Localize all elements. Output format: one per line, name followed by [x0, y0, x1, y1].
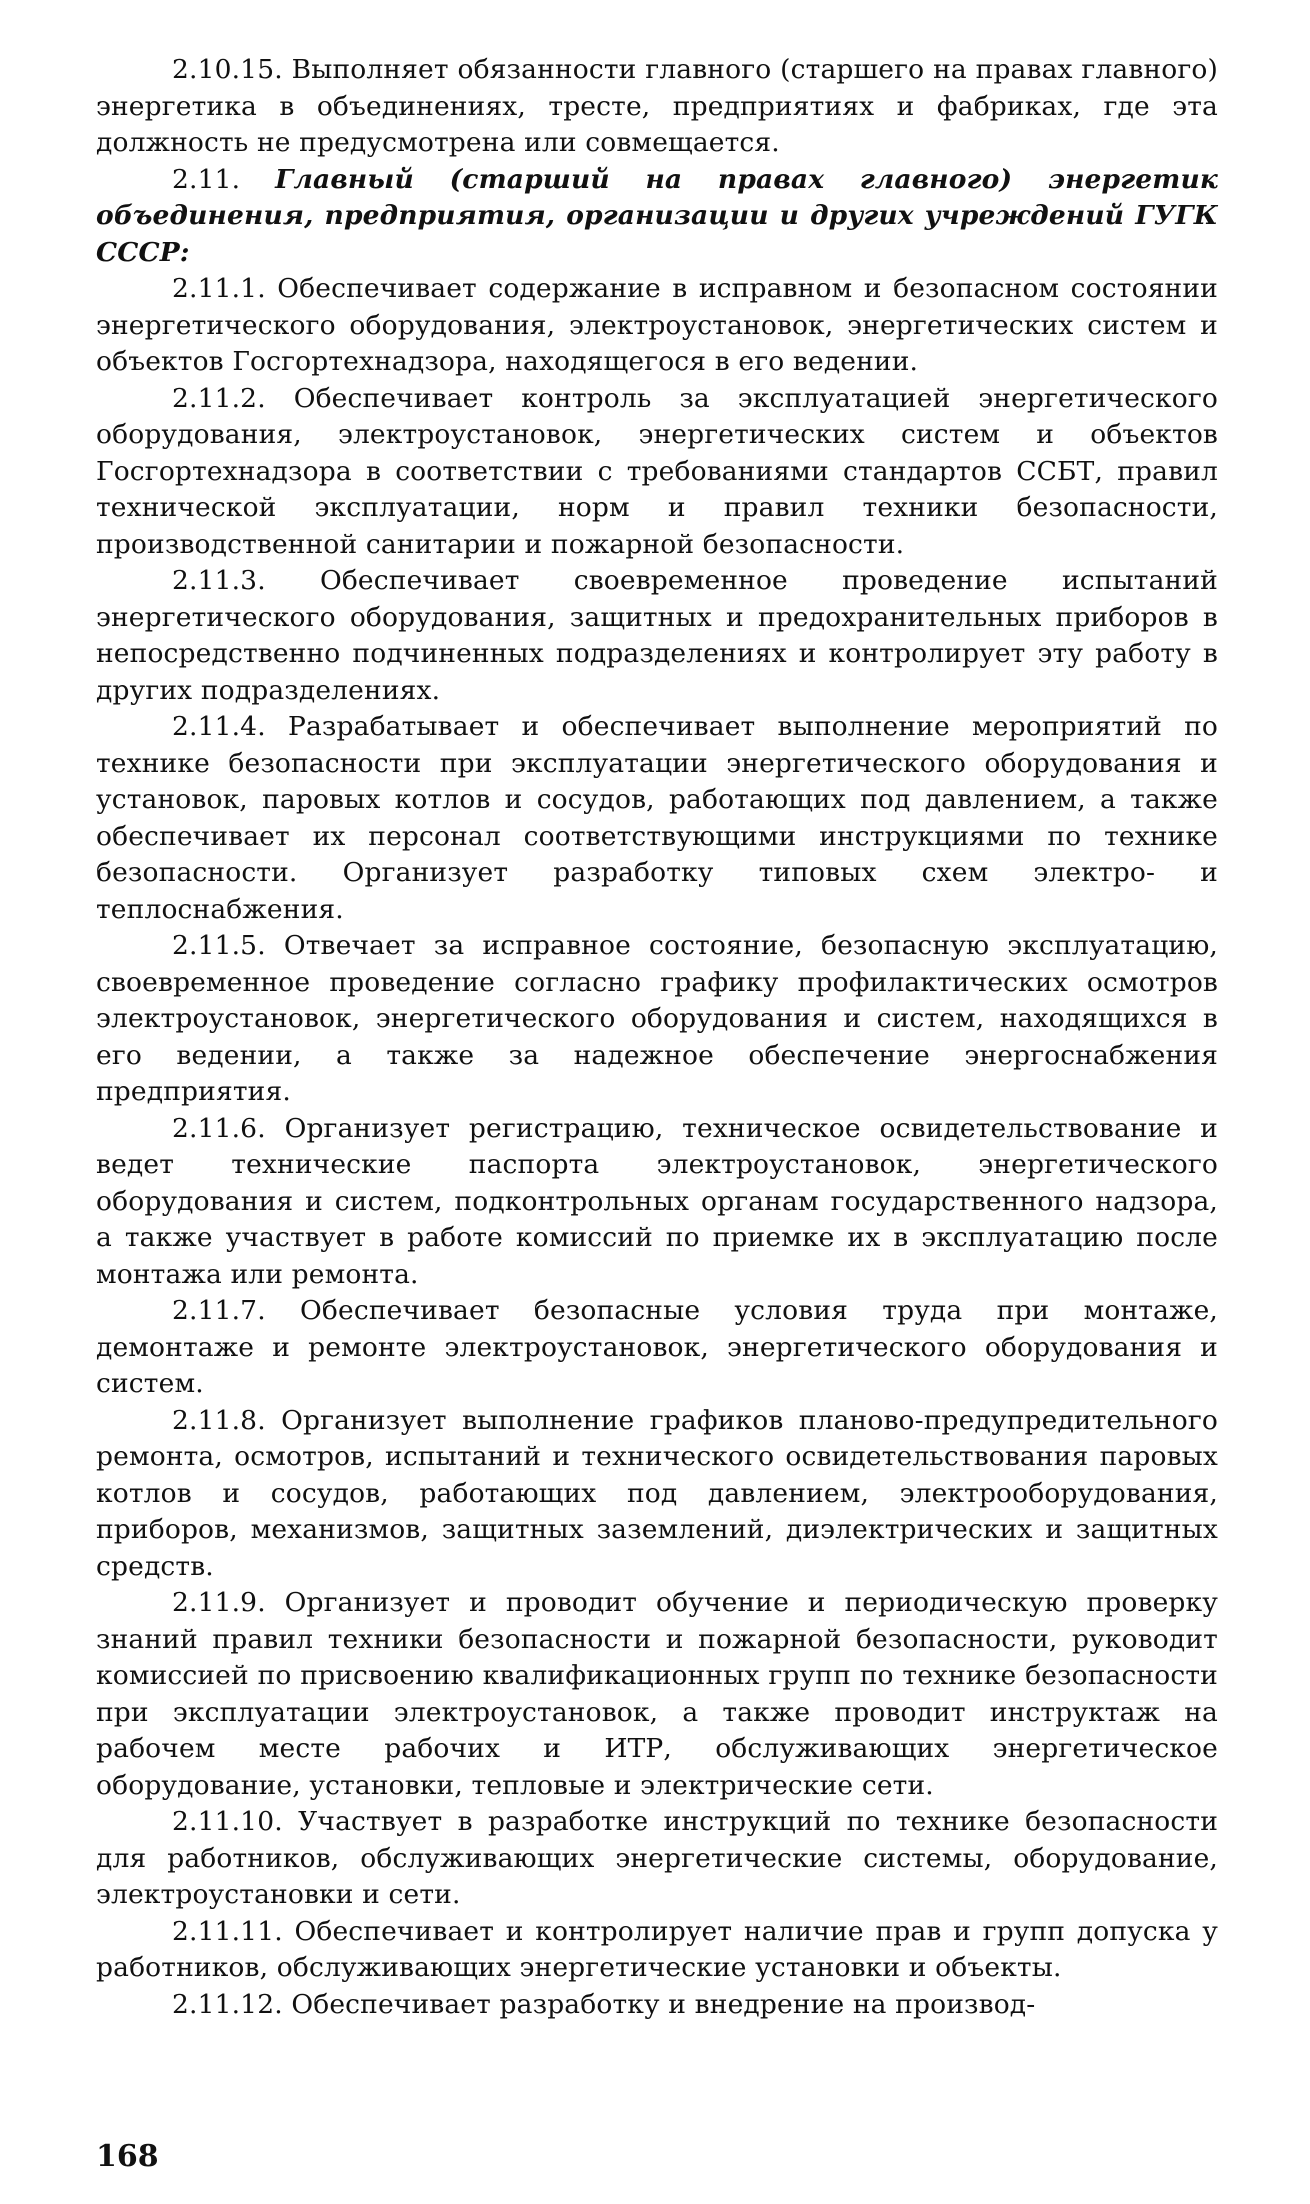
paragraph-text: Разрабатывает и обеспечивает выполнение мероприятий по технике безопасности при эксплуатации энергетического оборудования и установок, паровых котлов и сосудов, работающих под давлением, а также обеспечивает их персонал соответствующими инструкциями по технике безопасности. Организует разработку типовых схем электро- и теплоснабжения.	[96, 711, 1219, 925]
paragraph-number: 2.11.	[172, 163, 241, 195]
paragraph-2-10-15	[96, 52, 1218, 162]
paragraph-number: 2.11.11.	[172, 1915, 283, 1947]
paragraph-text: Организует и проводит обучение и периодическую проверку знаний правил техники безопасности и пожарной безопасности, руководит комиссией по присвоению квалификационных групп по технике безопасности при эксплуатации электроустановок, а также проводит инструктаж на рабочем месте рабочих и ИТР, обслуживающих энергетическое оборудование, установки, тепловые и электрические сети.	[96, 1587, 1218, 1801]
paragraph-number: 2.11.1.	[172, 273, 266, 304]
paragraph-2-11-10	[96, 1804, 1218, 1914]
paragraph-number: 2.11.7.	[172, 1295, 266, 1326]
paragraph-number: 2.11.6.	[172, 1112, 266, 1144]
paragraph-2-11-12	[96, 1987, 1218, 2024]
paragraph-2-11-3	[96, 563, 1218, 709]
paragraph-2-11-5	[96, 928, 1218, 1111]
paragraph-2-11-11	[96, 1914, 1218, 1987]
paragraph-2-11-8	[96, 1403, 1218, 1586]
paragraph-number: 2.11.2.	[172, 382, 266, 414]
paragraph-text: Выполняет обязанности главного (старшего на правах главного) энергетика в объединениях, тресте, предприятиях и фабриках, где эта должность не предусмотрена или совмещается.	[96, 54, 1218, 158]
paragraph-text: Обеспечивает своевременное проведение испытаний энергетического оборудования, защитных и предохранительных приборов в непосредственно подчиненных подразделениях и контролирует эту работу в других подразделениях.	[96, 565, 1218, 706]
paragraph-number: 2.11.4.	[172, 711, 266, 742]
paragraph-text: Отвечает за исправное состояние, безопасную эксплуатацию, своевременное проведение согласно графику профилактических осмотров электроустановок, энергетического оборудования и систем, находящихся в его ведении, а также за надежное обеспечение энергоснабжения предприятия.	[96, 930, 1218, 1107]
paragraph-2-11-7	[96, 1293, 1218, 1403]
paragraph-text: Обеспечивает разработку и внедрение на производ-	[291, 1988, 1036, 2020]
paragraph-number: 2.11.8.	[172, 1404, 266, 1436]
paragraph-text: Обеспечивает безопасные условия труда при монтаже, демонтаже и ремонте электроустановок, энергетического оборудования и систем.	[96, 1295, 1218, 1399]
paragraph-text: Обеспечивает контроль за эксплуатацией энергетического оборудования, электроустановок, энергетических систем и объектов Госгортехнадзора в соответствии с требованиями стандартов ССБТ, правил технической эксплуатации, норм и правил техники безопасности, производственной санитарии и пожарной безопасности.	[96, 382, 1218, 560]
paragraph-2-11-4	[96, 709, 1218, 928]
paragraph-text: Обеспечивает и контролирует наличие прав и групп допуска у работников, обслуживающих энергетические установки и объекты.	[96, 1915, 1218, 1983]
paragraph-number: 2.11.9.	[172, 1587, 266, 1618]
paragraph-2-11-9	[96, 1585, 1218, 1804]
paragraph-number: 2.10.15.	[172, 54, 283, 85]
paragraph-number: 2.11.12.	[172, 1988, 283, 2020]
paragraph-2-11-1	[96, 271, 1218, 381]
paragraph-text: Организует выполнение графиков планово-предупредительного ремонта, осмотров, испытаний и технического освидетельствования паровых котлов и сосудов, работающих под давлением, электрооборудования, приборов, механизмов, защитных заземлений, диэлектрических и защитных средств.	[96, 1404, 1218, 1582]
paragraph-number: 2.11.5.	[172, 930, 266, 961]
section-heading-text: Главный (старший на правах главного) энергетик объединения, предприятия, организации и других учреждений ГУГК СССР:	[96, 163, 1218, 268]
paragraph-text: Обеспечивает содержание в исправном и безопасном состоянии энергетического оборудования, электроустановок, энергетических систем и объектов Госгортехнадзора, находящегося в его ведении.	[96, 273, 1218, 377]
paragraph-number: 2.11.10.	[172, 1806, 283, 1837]
page-number: 168	[96, 2139, 159, 2174]
paragraph-text: Участвует в разработке инструкций по технике безопасности для работников, обслуживающих энергетические системы, оборудование, электроустановки и сети.	[96, 1806, 1219, 1910]
document-page	[96, 52, 1218, 2023]
paragraph-number: 2.11.3.	[172, 565, 266, 596]
paragraph-2-11-6	[96, 1111, 1218, 1294]
section-heading-2-11	[96, 162, 1218, 272]
paragraph-text: Организует регистрацию, техническое освидетельствование и ведет технические паспорта электроустановок, энергетического оборудования и систем, подконтрольных органам государственного надзора, а также участвует в работе комиссий по приемке их в эксплуатацию после монтажа или ремонта.	[96, 1112, 1218, 1290]
paragraph-2-11-2	[96, 381, 1218, 564]
